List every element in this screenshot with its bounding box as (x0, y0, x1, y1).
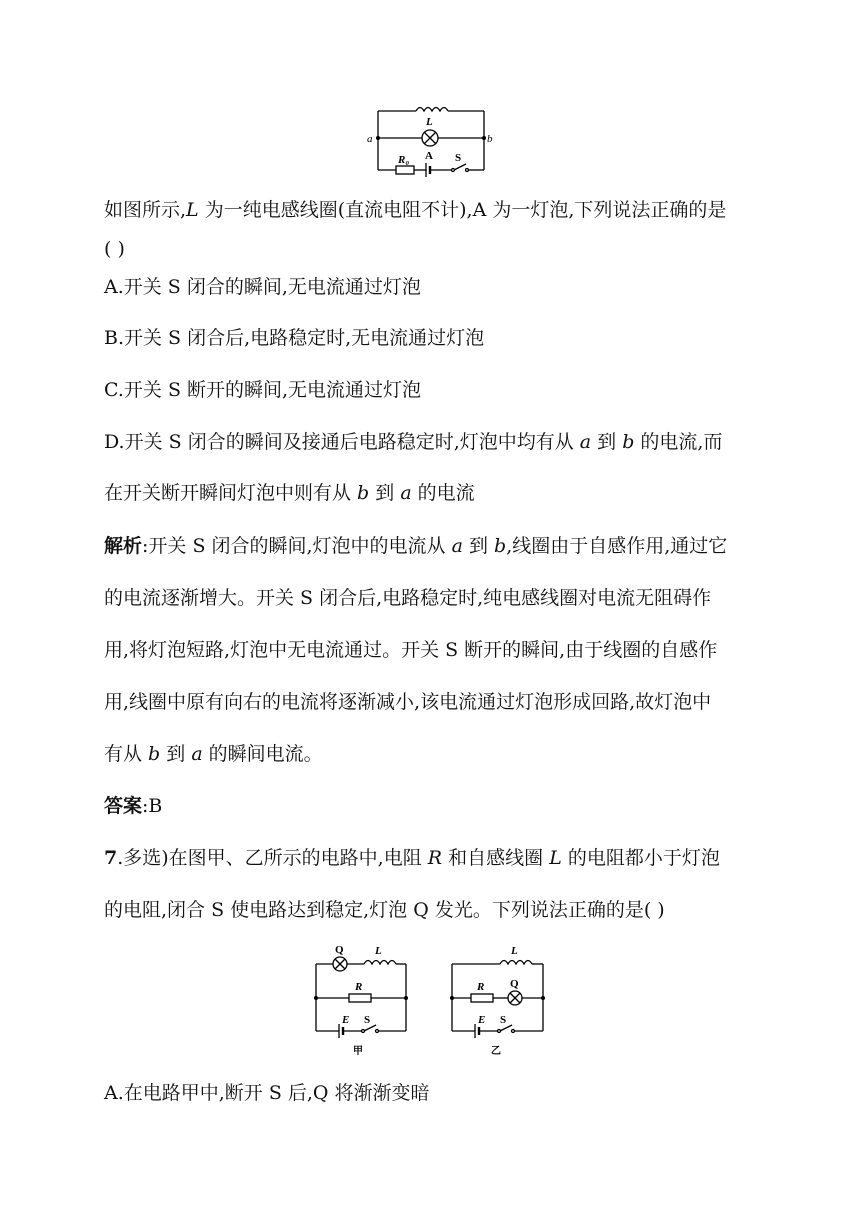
var-L: L (186, 199, 199, 221)
text-fragment: 的电流 (411, 482, 475, 504)
jia-label-E: E (342, 1014, 350, 1026)
q6-option-d-line1 (104, 429, 722, 455)
text-fragment: 到 (591, 431, 623, 453)
jia-label-S: S (364, 1014, 371, 1026)
yi-label-R: R (477, 981, 485, 993)
text-fragment: .多选)在图甲、乙所示的电路中,电阻 (117, 847, 428, 869)
var-a: a (400, 482, 412, 504)
q7-line2: 的电阻,闭合 S 使电路达到稳定,灯泡 Q 发光。下列说法正确的是( ) (104, 899, 665, 921)
fig1-label-L: L (426, 116, 433, 128)
var-b: b (357, 482, 370, 504)
text-fragment: 和自感线圈 (442, 847, 550, 869)
yi-caption: 乙 (491, 1046, 501, 1057)
jia-caption: 甲 (353, 1046, 363, 1057)
text-fragment: 有从 (104, 743, 149, 765)
analysis-label: 解析 (104, 535, 143, 557)
fig1-label-A: A (425, 150, 433, 162)
text-fragment: 到 (369, 482, 401, 504)
text-fragment: 到 (160, 743, 192, 765)
question-number: 7 (104, 847, 118, 869)
text-fragment: 的瞬间电流。 (202, 743, 323, 765)
fig1-label-R0: R₀ (398, 154, 410, 166)
circuit-yi (452, 961, 543, 1039)
fig1-label-a: a (367, 133, 373, 145)
yi-label-S: S (500, 1014, 507, 1026)
text-fragment: D.开关 S 闭合的瞬间及接通后电路稳定时,灯泡中均有从 (104, 431, 580, 453)
yi-label-L: L (511, 945, 518, 957)
text-fragment: :开关 S 闭合的瞬间,灯泡中的电流从 (142, 535, 452, 557)
circuit-jia (316, 957, 406, 1038)
q6-option-a: A.开关 S 闭合的瞬间,无电流通过灯泡 (104, 276, 421, 298)
yi-label-Q: Q (510, 978, 519, 990)
analysis-line1 (104, 533, 727, 559)
analysis-line4: 用,线圈中原有向右的电流将逐渐减小,该电流通过灯泡形成回路,故灯泡中 (104, 691, 712, 713)
circuit-figure-2 (0, 938, 860, 1063)
text-fragment: 如图所示, (104, 199, 187, 221)
text-fragment: 在开关断开瞬间灯泡中则有从 (104, 482, 358, 504)
q6-option-d-line2 (104, 480, 475, 506)
text-fragment: 为一纯电感线圈(直流电阻不计),A 为一灯泡,下列说法正确的是 (198, 199, 727, 221)
q6-option-b: B.开关 S 闭合后,电路稳定时,无电流通过灯泡 (104, 327, 485, 349)
text-fragment: 到 (462, 535, 495, 557)
jia-label-R: R (355, 981, 363, 993)
answer-label: 答案 (104, 795, 143, 817)
var-b: b (148, 743, 161, 765)
analysis-line3: 用,将灯泡短路,灯泡中无电流通过。开关 S 断开的瞬间,由于线圈的自感作 (104, 639, 718, 661)
jia-label-Q: Q (335, 944, 344, 956)
text-fragment: 的电流,而 (634, 431, 723, 453)
var-a: a (579, 431, 592, 453)
var-a: a (191, 743, 203, 765)
q6-option-c: C.开关 S 断开的瞬间,无电流通过灯泡 (104, 379, 422, 401)
jia-label-L: L (375, 945, 382, 957)
var-L: L (549, 847, 562, 869)
var-a: a (451, 535, 463, 557)
circuit-figure-1 (0, 100, 860, 290)
var-b: b (494, 535, 507, 557)
text-fragment: 的电阻都小于灯泡 (561, 847, 720, 869)
q7-option-a: A.在电路甲中,断开 S 后,Q 将渐渐变暗 (104, 1082, 430, 1104)
answer-line (104, 793, 162, 819)
text-fragment: ,线圈由于自感作用,通过它 (506, 535, 728, 557)
yi-label-E: E (478, 1014, 486, 1026)
var-b: b (622, 431, 635, 453)
fig1-label-S: S (455, 152, 462, 164)
q6-stem-line2: ( ) (104, 238, 125, 260)
var-R: R (427, 847, 443, 869)
analysis-line5 (104, 741, 323, 767)
q7-line1 (104, 845, 720, 871)
q6-stem-line1 (104, 197, 726, 223)
analysis-line2: 的电流逐渐增大。开关 S 闭合后,电路稳定时,纯电感线圈对电流无阻碍作 (104, 587, 712, 609)
fig1-label-b: b (487, 133, 493, 145)
answer-value: :B (142, 795, 163, 817)
